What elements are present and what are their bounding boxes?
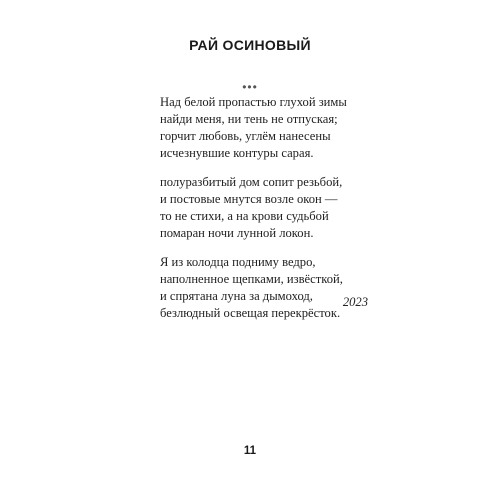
stanza-3 — [160, 254, 375, 322]
poem-title: РАЙ ОСИНОВЫЙ — [189, 37, 311, 53]
poem-date: 2023 — [342, 295, 368, 309]
stanza-1 — [160, 94, 375, 162]
poem-line: безлюдный освещая перекрёсток. — [160, 306, 341, 320]
page-number: 11 — [243, 445, 257, 457]
stanza-2 — [160, 174, 375, 242]
poem-line: горчит любовь, углём нанесены — [160, 129, 331, 143]
poem-line: найди меня, ни тень не отпуская; — [160, 112, 338, 126]
section-divider: ••• — [242, 80, 258, 94]
poem-line: то не стихи, а на крови судьбой — [160, 209, 329, 223]
poem-line: помаран ночи лунной локон. — [160, 226, 314, 240]
poem-line: Я из колодца подниму ведро, — [160, 255, 316, 269]
poem-line: полуразбитый дом сопит резьбой, — [160, 175, 343, 189]
poem-line: и спрятана луна за дымоход, — [160, 289, 313, 303]
poem-line: исчезнувшие контуры сарая. — [160, 146, 314, 160]
poem-line: наполненное щепками, извёсткой, — [160, 272, 343, 286]
poem-line: Над белой пропастью глухой зимы — [160, 95, 347, 109]
poem-line: и постовые мнутся возле окон — — [160, 192, 338, 206]
